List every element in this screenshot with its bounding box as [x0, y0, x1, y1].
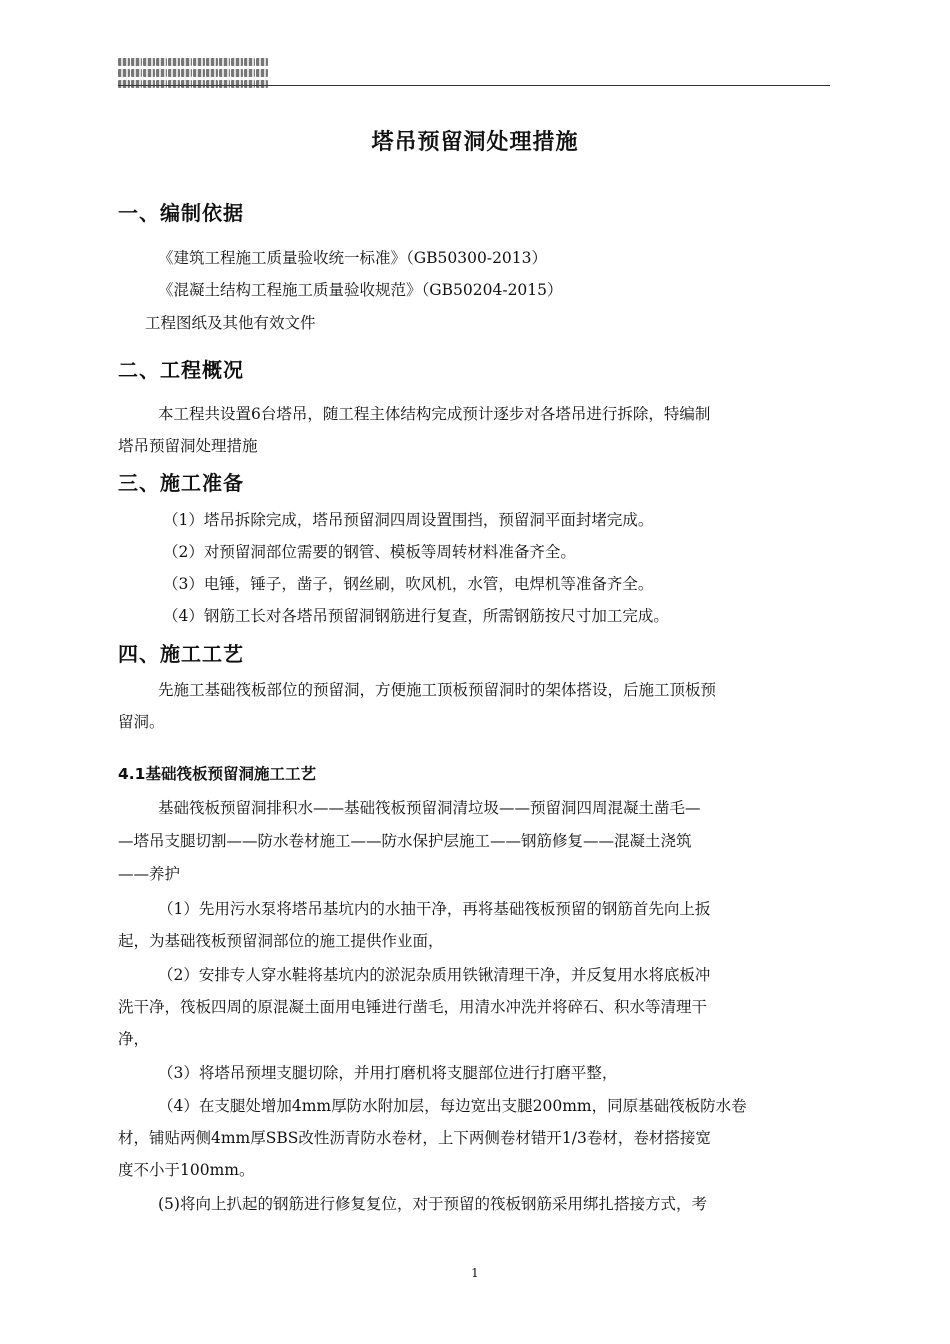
paragraph-line: 留洞。 [118, 713, 165, 731]
paragraph-line: 塔吊预留洞处理措施 [118, 437, 258, 455]
paragraph-line: 先施工基础筏板部位的预留洞，方便施工顶板预留洞时的架体搭设，后施工顶板预 [158, 681, 717, 699]
paragraph-line: 本工程共设置6台塔吊，随工程主体结构完成预计逐步对各塔吊进行拆除，特编制 [158, 405, 711, 423]
paragraph-line: (5)将向上扒起的钢筋进行修复复位，对于预留的筏板钢筋采用绑扎搭接方式，考 [158, 1195, 707, 1213]
paragraph-line: 度不小于100mm。 [118, 1161, 255, 1179]
document-title: 塔吊预留洞处理措施 [371, 130, 579, 155]
page-number: 1 [471, 1266, 479, 1280]
paragraph-line: （4）在支腿处增加4mm厚防水附加层，每边宽出支腿200mm，同原基础筏板防水卷 [158, 1097, 747, 1115]
paragraph-line: 材，铺贴两侧4mm厚SBS改性沥青防水卷材，上下两侧卷材错开1/3卷材，卷材搭接宽 [118, 1129, 711, 1147]
section-heading-process: 四、施工工艺 [118, 642, 244, 666]
section-heading-overview: 二、工程概况 [118, 358, 244, 382]
paragraph-line: 工程图纸及其他有效文件 [145, 314, 316, 332]
list-item: （1）塔吊拆除完成，塔吊预留洞四周设置围挡，预留洞平面封堵完成。 [163, 511, 654, 529]
paragraph-line: 起，为基础筏板预留洞部位的施工提供作业面， [118, 932, 444, 950]
header-divider [118, 85, 830, 86]
paragraph-line: 《建筑工程施工质量验收统一标准》（GB50300-2013） [158, 249, 548, 267]
paragraph-line: 《混凝土结构工程施工质量验收规范》（GB50204-2015） [158, 281, 563, 299]
paragraph-line: （3）将塔吊预埋支腿切除，并用打磨机将支腿部位进行打磨平整， [158, 1064, 618, 1082]
paragraph-line: （2）安排专人穿水鞋将基坑内的淤泥杂质用铁锹清理干净，并反复用水将底板冲 [158, 966, 711, 984]
list-item: （4）钢筋工长对各塔吊预留洞钢筋进行复查，所需钢筋按尺寸加工完成。 [163, 607, 669, 625]
paragraph-line: 洗干净，筏板四周的原混凝土面用电锤进行凿毛，用清水冲洗并将碎石、积水等清理干 [118, 998, 708, 1016]
paragraph-line: ——养护 [118, 865, 181, 883]
subsection-heading: 4.1基础筏板预留洞施工工艺 [118, 765, 316, 783]
paragraph-line: （1）先用污水泵将塔吊基坑内的水抽干净，再将基础筏板预留的钢筋首先向上扳 [158, 900, 711, 918]
paragraph-line: —塔吊支腿切割——防水卷材施工——防水保护层施工——钢筋修复——混凝土浇筑 [118, 832, 692, 850]
paragraph-line: 基础筏板预留洞排积水——基础筏板预留洞清垃圾——预留洞四周混凝土凿毛— [158, 799, 701, 817]
section-heading-preparation: 三、施工准备 [118, 471, 244, 495]
list-item: （2）对预留洞部位需要的钢管、模板等周转材料准备齐全。 [163, 543, 576, 561]
section-heading-basis: 一、编制依据 [118, 201, 244, 225]
paragraph-line: 净， [118, 1030, 150, 1048]
company-logo-icon [118, 58, 268, 88]
list-item: （3）电锤，锤子，凿子，钢丝刷，吹风机，水管，电焊机等准备齐全。 [163, 575, 654, 593]
